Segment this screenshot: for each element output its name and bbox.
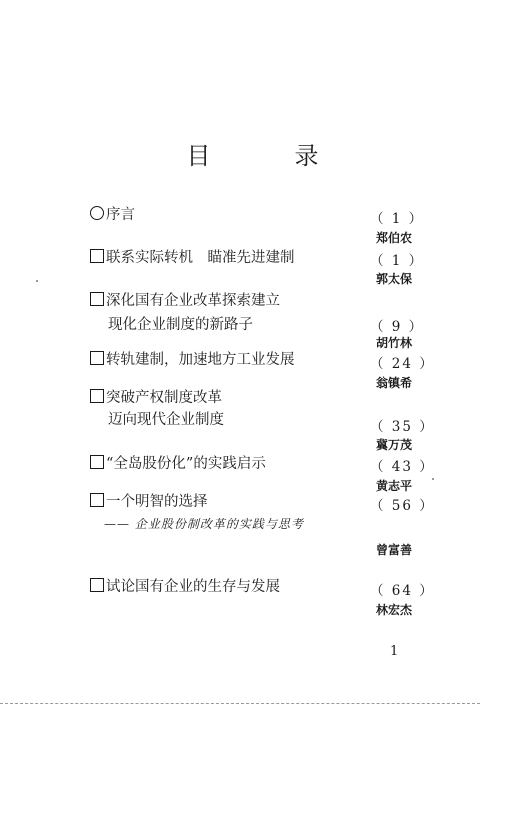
toc-page-number: （ 64 ）	[370, 583, 435, 599]
toc-author: 冀万茂	[376, 438, 413, 452]
toc-entry-title[interactable]: 转轨建制，加速地方工业发展	[90, 348, 295, 369]
toc-page-number: （ 1 ）	[370, 211, 425, 227]
toc-author: 黄志平	[376, 479, 413, 493]
toc-entry-title[interactable]: 联系实际转机 瞄准先进建制	[90, 246, 295, 267]
square-bullet-icon	[90, 292, 104, 306]
toc-page-number: （ 1 ）	[370, 253, 425, 269]
square-bullet-icon	[90, 351, 104, 365]
toc-author: 胡竹林	[376, 336, 413, 350]
page-edge-divider	[0, 703, 480, 704]
page-title: 目 录	[186, 142, 349, 170]
toc-entry-title[interactable]: 突破产权制度改革	[90, 386, 222, 407]
square-bullet-icon	[90, 493, 104, 507]
square-bullet-icon	[90, 578, 104, 592]
toc-author: 林宏杰	[376, 603, 413, 617]
square-bullet-icon	[90, 455, 104, 469]
square-bullet-icon	[90, 249, 104, 263]
toc-page-number: （ 24 ）	[370, 356, 435, 372]
toc-entry-title[interactable]: 深化国有企业改革探索建立	[90, 289, 280, 310]
toc-author: 翁镇希	[376, 376, 413, 390]
toc-page-number: （ 35 ）	[370, 419, 435, 435]
toc-page-number: （ 9 ）	[370, 319, 425, 335]
toc-entry-title[interactable]: “全岛股份化”的实践启示	[90, 452, 266, 473]
toc-entry-title[interactable]: 试论国有企业的生存与发展	[90, 575, 280, 596]
toc-author: 郑伯农	[376, 231, 413, 245]
toc-entry-title-continued: 迈向现代企业制度	[108, 412, 224, 428]
toc-entry-title[interactable]: 一个明智的选择	[90, 490, 208, 511]
toc-entry-title-continued: 现化企业制度的新路子	[108, 317, 253, 333]
toc-entry-title[interactable]: 序言	[90, 203, 135, 224]
toc-page-number: （ 43 ）	[370, 459, 435, 475]
square-bullet-icon	[90, 389, 104, 403]
toc-author: 郭太保	[376, 272, 413, 286]
toc-page-number: （ 56 ）	[370, 498, 435, 514]
scan-speck	[36, 280, 38, 282]
circle-bullet-icon	[90, 206, 104, 220]
toc-author: 曾富善	[376, 543, 413, 557]
scan-speck	[432, 478, 434, 480]
page-number-footer: 1	[390, 644, 399, 659]
toc-entry-subtitle: —— 企业股份制改革的实践与思考	[104, 517, 304, 531]
